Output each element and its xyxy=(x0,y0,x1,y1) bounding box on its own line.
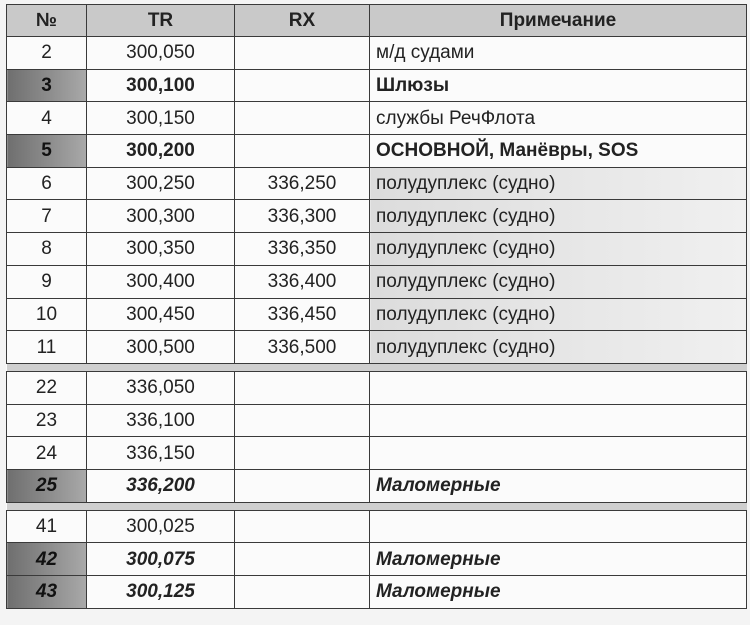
rx-cell xyxy=(235,576,370,609)
note-cell: полудуплекс (судно) xyxy=(370,200,747,233)
note-cell xyxy=(370,371,747,404)
num-cell: 42 xyxy=(7,543,87,576)
rx-cell xyxy=(235,510,370,543)
table-row xyxy=(7,298,747,331)
separator-cell xyxy=(235,363,370,371)
rx-cell: 336,400 xyxy=(235,265,370,298)
table-row xyxy=(7,437,747,470)
num-cell: 5 xyxy=(7,135,87,168)
rx-cell: 336,500 xyxy=(235,331,370,364)
rx-cell xyxy=(235,69,370,102)
table-row xyxy=(7,69,747,102)
rx-cell xyxy=(235,135,370,168)
tr-cell: 300,500 xyxy=(87,331,235,364)
rx-cell: 336,350 xyxy=(235,233,370,266)
num-cell: 8 xyxy=(7,233,87,266)
table-row xyxy=(7,331,747,364)
note-cell: Маломерные xyxy=(370,543,747,576)
note-cell: полудуплекс (судно) xyxy=(370,167,747,200)
separator-cell xyxy=(87,502,235,510)
tr-cell: 336,100 xyxy=(87,404,235,437)
note-cell: полудуплекс (судно) xyxy=(370,233,747,266)
note-cell: полудуплекс (судно) xyxy=(370,265,747,298)
table-row xyxy=(7,543,747,576)
tr-cell: 300,025 xyxy=(87,510,235,543)
tr-cell: 300,350 xyxy=(87,233,235,266)
note-cell: Маломерные xyxy=(370,576,747,609)
tr-cell: 300,250 xyxy=(87,167,235,200)
group-separator xyxy=(7,502,747,510)
table-row xyxy=(7,510,747,543)
tr-cell: 300,400 xyxy=(87,265,235,298)
note-cell: м/д судами xyxy=(370,37,747,70)
header-row xyxy=(7,5,747,37)
num-cell: 10 xyxy=(7,298,87,331)
note-cell: полудуплекс (судно) xyxy=(370,298,747,331)
num-cell: 11 xyxy=(7,331,87,364)
separator-cell xyxy=(7,502,87,510)
table-row xyxy=(7,371,747,404)
num-cell: 43 xyxy=(7,576,87,609)
num-cell: 7 xyxy=(7,200,87,233)
num-cell: 3 xyxy=(7,69,87,102)
separator-cell xyxy=(370,363,747,371)
rx-cell xyxy=(235,371,370,404)
num-cell: 24 xyxy=(7,437,87,470)
num-cell: 25 xyxy=(7,469,87,502)
tr-cell: 300,300 xyxy=(87,200,235,233)
note-cell: ОСНОВНОЙ, Манёвры, SOS xyxy=(370,135,747,168)
rx-cell xyxy=(235,437,370,470)
num-cell: 23 xyxy=(7,404,87,437)
note-cell: Маломерные xyxy=(370,469,747,502)
note-cell: службы РечФлота xyxy=(370,102,747,135)
separator-cell xyxy=(235,502,370,510)
separator-cell xyxy=(7,363,87,371)
rx-cell: 336,250 xyxy=(235,167,370,200)
num-cell: 22 xyxy=(7,371,87,404)
num-cell: 4 xyxy=(7,102,87,135)
tr-cell: 300,450 xyxy=(87,298,235,331)
note-cell xyxy=(370,510,747,543)
tr-cell: 300,150 xyxy=(87,102,235,135)
rx-cell xyxy=(235,543,370,576)
channel-table-sheet xyxy=(6,4,746,609)
tr-cell: 300,100 xyxy=(87,69,235,102)
table-row xyxy=(7,576,747,609)
tr-cell: 336,150 xyxy=(87,437,235,470)
table-row xyxy=(7,102,747,135)
header-tr: TR xyxy=(87,5,235,37)
rx-cell xyxy=(235,102,370,135)
table-row xyxy=(7,469,747,502)
tr-cell: 336,050 xyxy=(87,371,235,404)
num-cell: 2 xyxy=(7,37,87,70)
num-cell: 9 xyxy=(7,265,87,298)
rx-cell: 336,450 xyxy=(235,298,370,331)
num-cell: 41 xyxy=(7,510,87,543)
table-row xyxy=(7,135,747,168)
separator-cell xyxy=(370,502,747,510)
table-row xyxy=(7,200,747,233)
separator-cell xyxy=(87,363,235,371)
tr-cell: 336,200 xyxy=(87,469,235,502)
tr-cell: 300,075 xyxy=(87,543,235,576)
rx-cell: 336,300 xyxy=(235,200,370,233)
channel-table xyxy=(6,4,747,609)
table-row xyxy=(7,404,747,437)
table-row xyxy=(7,265,747,298)
table-row xyxy=(7,37,747,70)
header-note: Примечание xyxy=(370,5,747,37)
note-cell: Шлюзы xyxy=(370,69,747,102)
tr-cell: 300,200 xyxy=(87,135,235,168)
num-cell: 6 xyxy=(7,167,87,200)
rx-cell xyxy=(235,37,370,70)
note-cell: полудуплекс (судно) xyxy=(370,331,747,364)
note-cell xyxy=(370,437,747,470)
header-rx: RX xyxy=(235,5,370,37)
table-row xyxy=(7,167,747,200)
header-num: № xyxy=(7,5,87,37)
rx-cell xyxy=(235,469,370,502)
group-separator xyxy=(7,363,747,371)
tr-cell: 300,050 xyxy=(87,37,235,70)
note-cell xyxy=(370,404,747,437)
tr-cell: 300,125 xyxy=(87,576,235,609)
table-row xyxy=(7,233,747,266)
table-body xyxy=(7,37,747,609)
rx-cell xyxy=(235,404,370,437)
